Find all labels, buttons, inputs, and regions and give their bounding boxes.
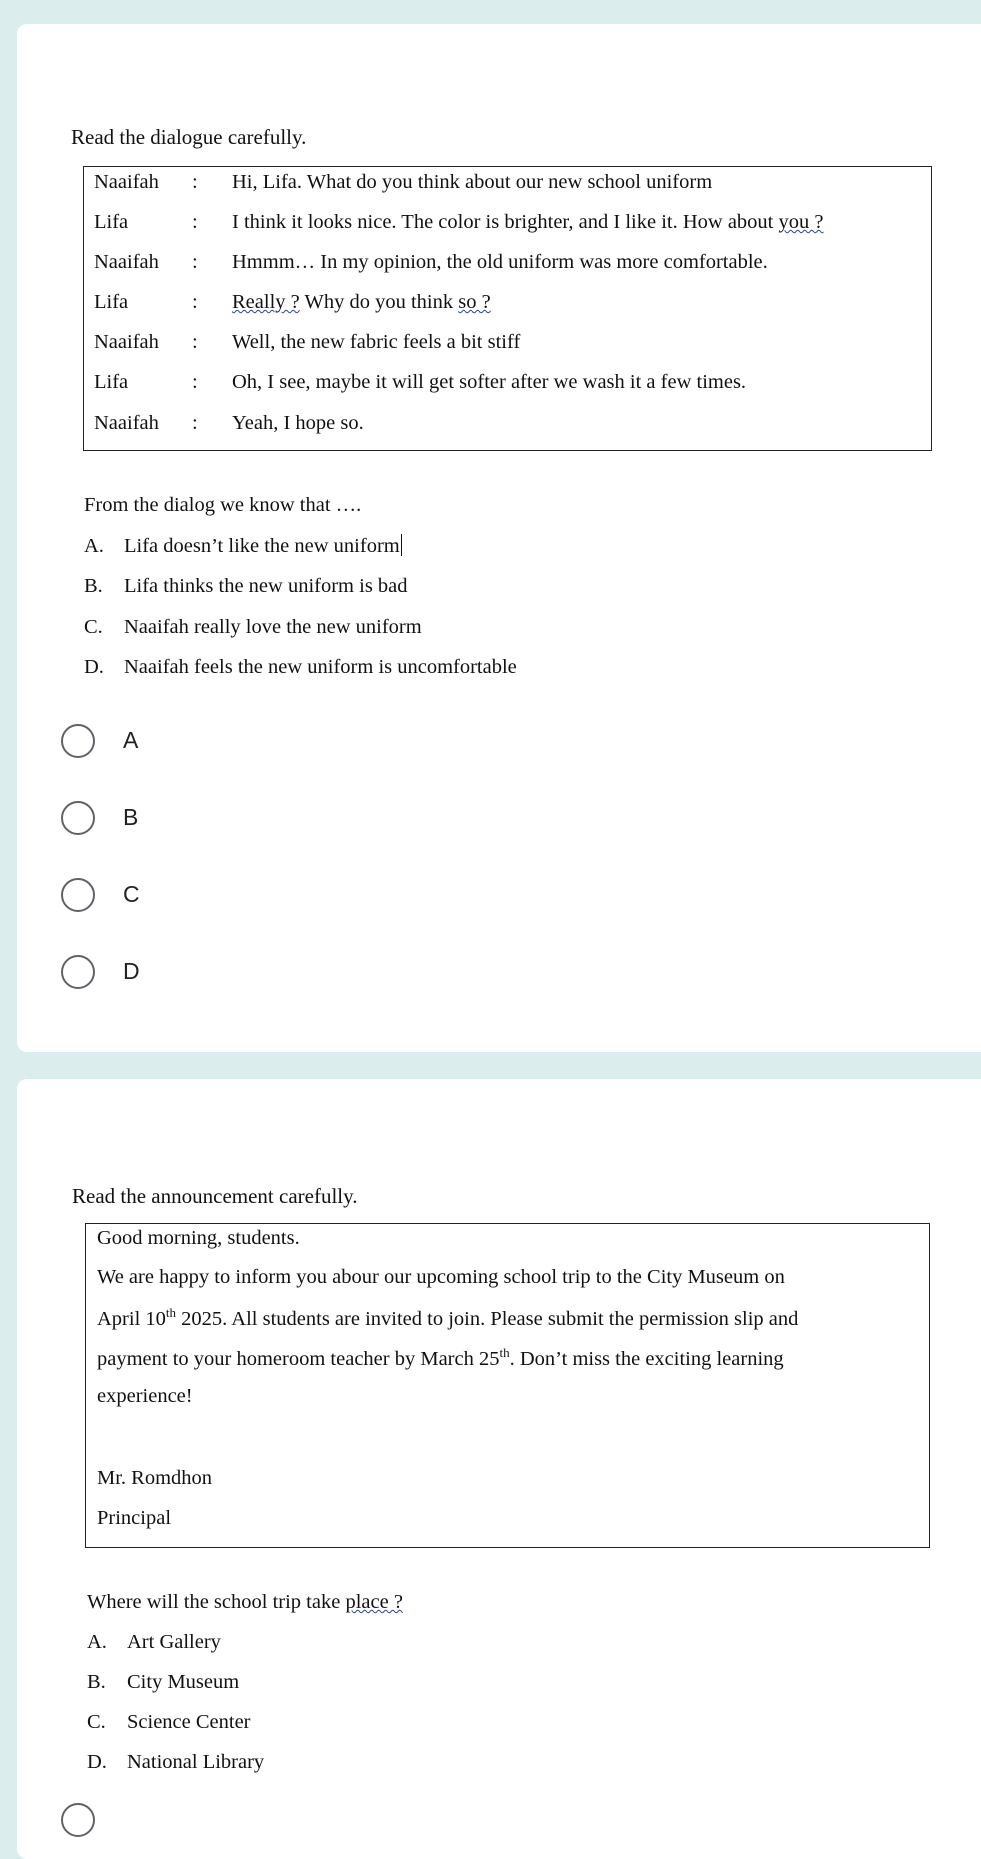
- announcement-line: experience!: [97, 1385, 193, 1407]
- speaker: Lifa: [94, 211, 129, 233]
- dialogue-line: I think it looks nice. The color is brighter, and I like it. How about you ?: [232, 211, 824, 233]
- radio-label: B: [123, 804, 139, 830]
- dialogue-line: Well, the new fabric feels a bit stiff: [232, 331, 521, 353]
- speaker: Lifa: [94, 371, 129, 393]
- announcement-line: We are happy to inform you abour our upcoming school trip to the City Museum on: [97, 1266, 785, 1288]
- speaker: Naaifah: [94, 171, 159, 193]
- speaker: Naaifah: [94, 331, 159, 353]
- dialogue-line: Oh, I see, maybe it will get softer after we wash it a few times.: [232, 371, 747, 393]
- dialogue-line: Really ? Why do you think so ?: [232, 291, 491, 313]
- text-cursor: [401, 534, 403, 556]
- dialogue-instruction: Read the dialogue carefully.: [71, 125, 307, 149]
- question-prompt: Where will the school trip take place ?: [87, 1591, 403, 1613]
- radio-button[interactable]: [61, 1803, 95, 1837]
- announcement-instruction: Read the announcement carefully.: [72, 1184, 358, 1208]
- question-prompt: From the dialog we know that ….: [84, 494, 362, 516]
- announcement-line: April 10th 2025. All students are invited to join. Please submit the permission slip and: [97, 1305, 799, 1330]
- announcement-greeting: Good morning, students.: [97, 1227, 300, 1249]
- dialogue-box: Naaifah : Hi, Lifa. What do you think about our new school uniform Lifa : I think it looks nice. The color is brighter, and I like it. How about you ? Naaifah : Hmmm… In my opinion, the old uniform was more comfortable. Lifa : Really ? Why do you think so ? Naaifah : Well, the new fabric feels a bit stiff Lifa : Oh, I see, maybe it will get softer after we wash it a few times. Naaifah : Yeah, I hope so.: [83, 166, 932, 451]
- answer-option-text: C. Science Center: [87, 1711, 251, 1733]
- question-card-1: [17, 24, 981, 1052]
- announcement-signer: Mr. Romdhon: [97, 1467, 213, 1489]
- answer-option-text: C. Naaifah really love the new uniform: [84, 616, 422, 638]
- dialogue-line: Yeah, I hope so.: [232, 412, 364, 434]
- radio-label: C: [123, 881, 140, 907]
- radio-button[interactable]: [61, 878, 95, 912]
- answer-option-text: B. City Museum: [87, 1671, 240, 1693]
- answer-option-text: D. Naaifah feels the new uniform is uncomfortable: [84, 656, 517, 678]
- radio-button[interactable]: [61, 955, 95, 989]
- answer-option-text: D. National Library: [87, 1751, 265, 1773]
- radio-label: A: [123, 727, 139, 753]
- dialogue-line: Hmmm… In my opinion, the old uniform was more comfortable.: [232, 251, 768, 273]
- answer-option-text: A. Lifa doesn’t like the new uniform: [84, 534, 402, 558]
- speaker: Lifa: [94, 291, 129, 313]
- announcement-signer-title: Principal: [97, 1507, 172, 1529]
- radio-button[interactable]: [61, 724, 95, 758]
- answer-option-text: B. Lifa thinks the new uniform is bad: [84, 575, 408, 597]
- answer-option-text: A. Art Gallery: [87, 1631, 221, 1653]
- dialogue-line: Hi, Lifa. What do you think about our new school uniform: [232, 171, 713, 193]
- speaker: Naaifah: [94, 251, 159, 273]
- radio-button[interactable]: [61, 801, 95, 835]
- radio-label: D: [123, 958, 140, 984]
- announcement-line: payment to your homeroom teacher by March 25th. Don’t miss the exciting learning: [97, 1345, 784, 1370]
- announcement-box: [85, 1223, 930, 1548]
- question-card-2: [17, 1079, 981, 1859]
- speaker: Naaifah: [94, 412, 159, 434]
